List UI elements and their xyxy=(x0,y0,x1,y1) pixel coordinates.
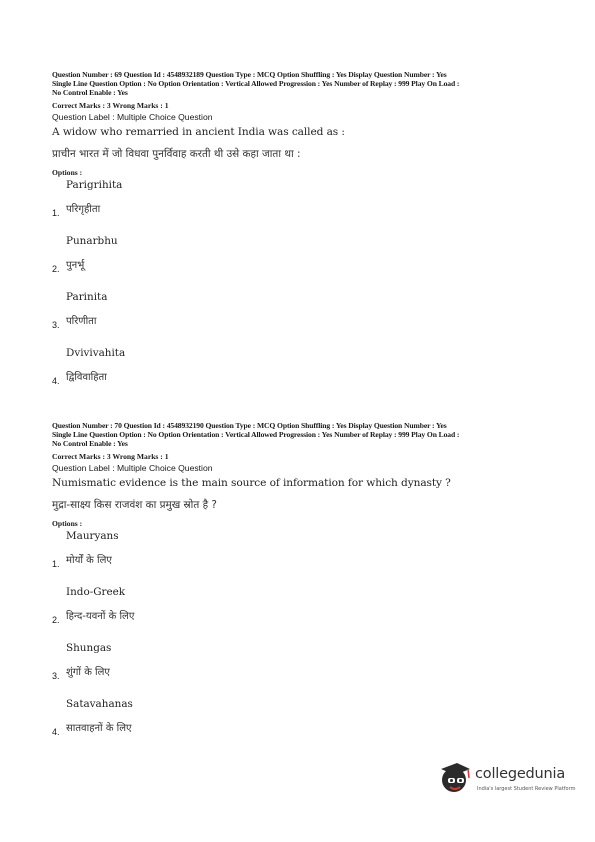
option-number: 1. xyxy=(52,559,60,569)
option-text-hindi: द्विविवाहिता xyxy=(66,372,107,383)
options-label: Options : xyxy=(52,519,83,528)
option-text-hindi: परिणीता xyxy=(66,316,97,327)
question-70 xyxy=(52,421,552,752)
option-number: 4. xyxy=(52,376,60,386)
question-text-hindi: मुद्रा-साक्ष्य किस राजवंश का प्रमुख स्रोत है ? xyxy=(52,499,217,511)
option-number: 2. xyxy=(52,264,60,274)
option-text-hindi: परिगृहीता xyxy=(66,204,101,215)
option-number: 2. xyxy=(52,615,60,625)
graduate-mascot-icon xyxy=(437,760,473,796)
question-marks: Correct Marks : 3 Wrong Marks : 1 xyxy=(52,452,169,461)
option-text-hindi: सातवाहनों के लिए xyxy=(66,723,132,734)
option-text-english: Indo-Greek xyxy=(66,586,126,598)
option-text-english: Parigrihita xyxy=(66,179,123,191)
option-text-english: Parinita xyxy=(66,291,108,303)
option-text-english: Satavahanas xyxy=(66,698,133,710)
option-text-hindi: हिन्द-यवनों के लिए xyxy=(66,611,135,622)
question-text-english: A widow who remarried in ancient India was called as : xyxy=(52,126,345,138)
options-label: Options : xyxy=(52,168,83,177)
option-text-english: Mauryans xyxy=(66,530,119,542)
logo-name: collegedunia xyxy=(475,766,566,782)
meta-line: Question Number : 69 Question Id : 4548932189 Question Type : MCQ Option Shuffling : Yes Display Question Number : Yes xyxy=(52,70,447,79)
meta-line: Single Line Question Option : No Option Orientation : Vertical Allowed Progression : Yes Number of Replay : 999 Play On Load : xyxy=(52,79,460,88)
option-item xyxy=(52,177,552,233)
question-label: Question Label : Multiple Choice Question xyxy=(52,112,213,122)
option-number: 3. xyxy=(52,671,60,681)
meta-line: No Control Enable : Yes xyxy=(52,439,128,448)
option-text-english: Dvivivahita xyxy=(66,347,126,359)
option-item xyxy=(52,640,552,696)
question-text-english: Numismatic evidence is the main source of information for which dynasty ? xyxy=(52,477,451,489)
options-list xyxy=(52,177,552,401)
option-number: 3. xyxy=(52,320,60,330)
option-text-english: Punarbhu xyxy=(66,235,118,247)
option-item xyxy=(52,345,552,401)
options-list xyxy=(52,528,552,752)
option-text-english: Shungas xyxy=(66,642,112,654)
meta-line: Single Line Question Option : No Option Orientation : Vertical Allowed Progression : Yes Number of Replay : 999 Play On Load : xyxy=(52,430,460,439)
question-marks: Correct Marks : 3 Wrong Marks : 1 xyxy=(52,101,169,110)
question-meta xyxy=(52,421,552,448)
option-number: 1. xyxy=(52,208,60,218)
option-item xyxy=(52,528,552,584)
option-text-hindi: शुंगों के लिए xyxy=(66,667,110,678)
question-meta xyxy=(52,70,552,97)
option-item xyxy=(52,584,552,640)
logo-tagline: India's largest Student Review Platform xyxy=(477,786,576,792)
option-item xyxy=(52,289,552,345)
option-text-hindi: पुनर्भू xyxy=(66,260,85,271)
question-label: Question Label : Multiple Choice Question xyxy=(52,463,213,473)
collegedunia-logo[interactable] xyxy=(437,760,577,800)
option-number: 4. xyxy=(52,727,60,737)
meta-line: Question Number : 70 Question Id : 4548932190 Question Type : MCQ Option Shuffling : Yes Display Question Number : Yes xyxy=(52,421,447,430)
option-text-hindi: मोर्यों के लिए xyxy=(66,555,112,566)
meta-line: No Control Enable : Yes xyxy=(52,88,128,97)
option-item xyxy=(52,233,552,289)
question-text-hindi: प्राचीन भारत में जो विधवा पुनर्विवाह करती थी उसे कहा जाता था : xyxy=(52,148,301,160)
option-item xyxy=(52,696,552,752)
question-69 xyxy=(52,70,552,401)
